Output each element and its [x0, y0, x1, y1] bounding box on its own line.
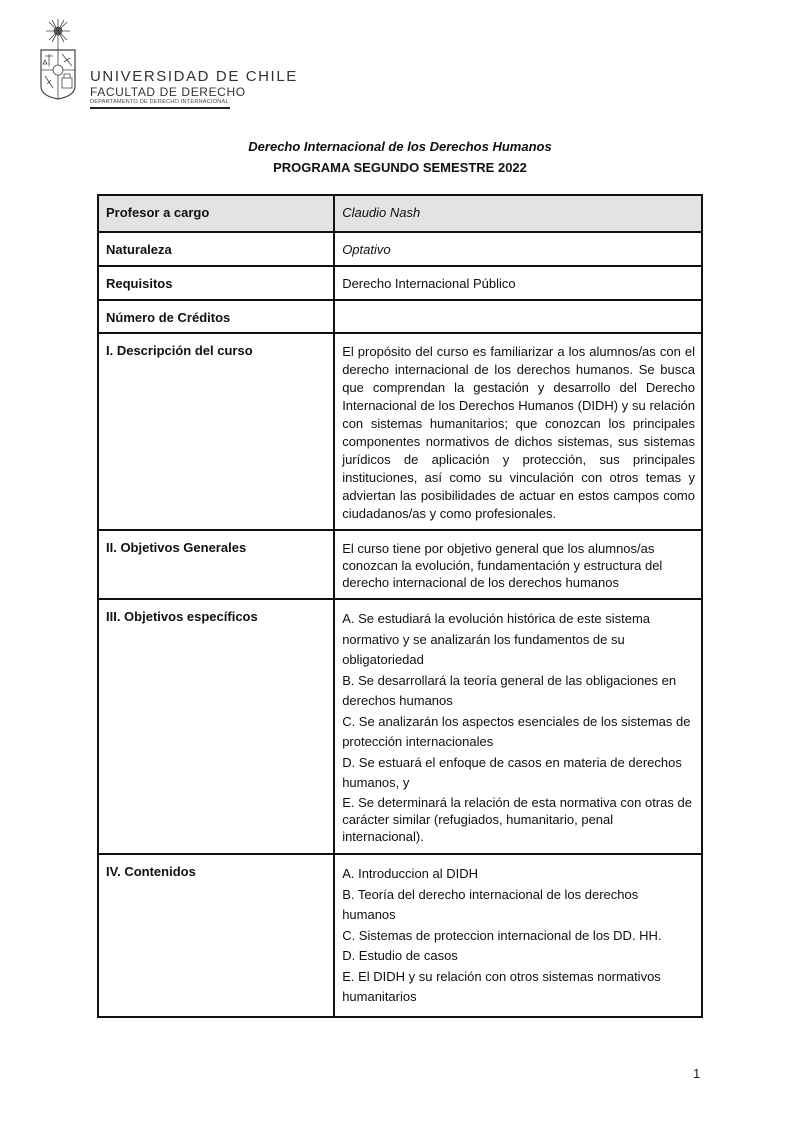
row-value: [334, 599, 702, 854]
row-label: Requisitos: [98, 266, 334, 300]
objective-item: E. Se determinará la relación de esta normativa con otras de carácter similar (refugiados, humanitario, penal internacional).: [342, 794, 692, 844]
faculty-name: FACULTAD DE DERECHO: [90, 85, 246, 99]
content-item: B. Teoría del derecho internacional de los derechos humanos: [342, 886, 639, 922]
row-label: IV. Contenidos: [98, 854, 334, 1017]
objective-item: D. Se estuará el enfoque de casos en materia de derechos humanos, y: [342, 754, 682, 790]
table-row-description: [98, 333, 702, 530]
university-crest-icon: [38, 18, 78, 100]
row-label: III. Objetivos específicos: [98, 599, 334, 854]
table-row-professor: [98, 195, 702, 232]
row-label: Profesor a cargo: [98, 195, 334, 232]
university-logo: [38, 18, 298, 105]
table-row-requirements: [98, 266, 702, 300]
table-row-credits: [98, 300, 702, 333]
objective-item: A. Se estudiará la evolución histórica de este sistema normativo y se analizarán los fundamentos de su obligatoriedad: [342, 611, 651, 667]
syllabus-table: [97, 194, 703, 1018]
row-label: Naturaleza: [98, 232, 334, 266]
objective-item: B. Se desarrollará la teoría general de las obligaciones en derechos humanos: [342, 672, 677, 708]
row-label: I. Descripción del curso: [98, 333, 334, 530]
document-title: Derecho Internacional de los Derechos Humanos: [248, 139, 552, 154]
row-label: II. Objetivos Generales: [98, 530, 334, 599]
table-row-contents: [98, 854, 702, 1017]
table-row-nature: [98, 232, 702, 266]
content-item: D. Estudio de casos: [342, 948, 458, 963]
row-value: El propósito del curso es familiarizar a los alumnos/as con el derecho internacional de los derechos humanos. Se busca que comprendan la gestación y desarrollo del Derecho Internacional de los Derechos Humanos (DIDH) y su relación con sistemas humanitarios; que conozcan los principales componentes normativos de dichos sistemas, sus sistemas jurídicos de aplicación y protección, sus principales instituciones, así como su vinculación con otros temas y adviertan las posibilidades de actuar en estos campos como ciudadanos/as y como profesionales.: [334, 333, 702, 530]
content-item: C. Sistemas de proteccion internacional de los DD. HH.: [342, 927, 662, 943]
row-value: [334, 854, 702, 1017]
document-subtitle: PROGRAMA SEGUNDO SEMESTRE 2022: [273, 160, 527, 175]
table-row-general-objectives: [98, 530, 702, 599]
row-value: Derecho Internacional Público: [334, 266, 702, 300]
university-name: UNIVERSIDAD DE CHILE: [90, 68, 298, 85]
row-value: [334, 300, 702, 333]
row-value: El curso tiene por objetivo general que los alumnos/as conozcan la evolución, fundamentación y estructura del derecho internacional de los derechos humanos: [334, 530, 702, 599]
row-value: Claudio Nash: [334, 195, 702, 232]
content-item: A. Introduccion al DIDH: [342, 866, 479, 881]
row-label: Número de Créditos: [98, 300, 334, 333]
page-number: 1: [693, 1066, 701, 1081]
content-item: E. El DIDH y su relación con otros sistemas normativos humanitarios: [342, 968, 661, 1004]
logo-divider: [90, 107, 230, 109]
objective-item: C. Se analizarán los aspectos esenciales de los sistemas de protección internacionales: [342, 713, 691, 749]
table-row-specific-objectives: [98, 599, 702, 854]
row-value: Optativo: [334, 232, 702, 266]
department-name: DEPARTAMENTO DE DERECHO INTERNACIONAL: [90, 99, 229, 105]
